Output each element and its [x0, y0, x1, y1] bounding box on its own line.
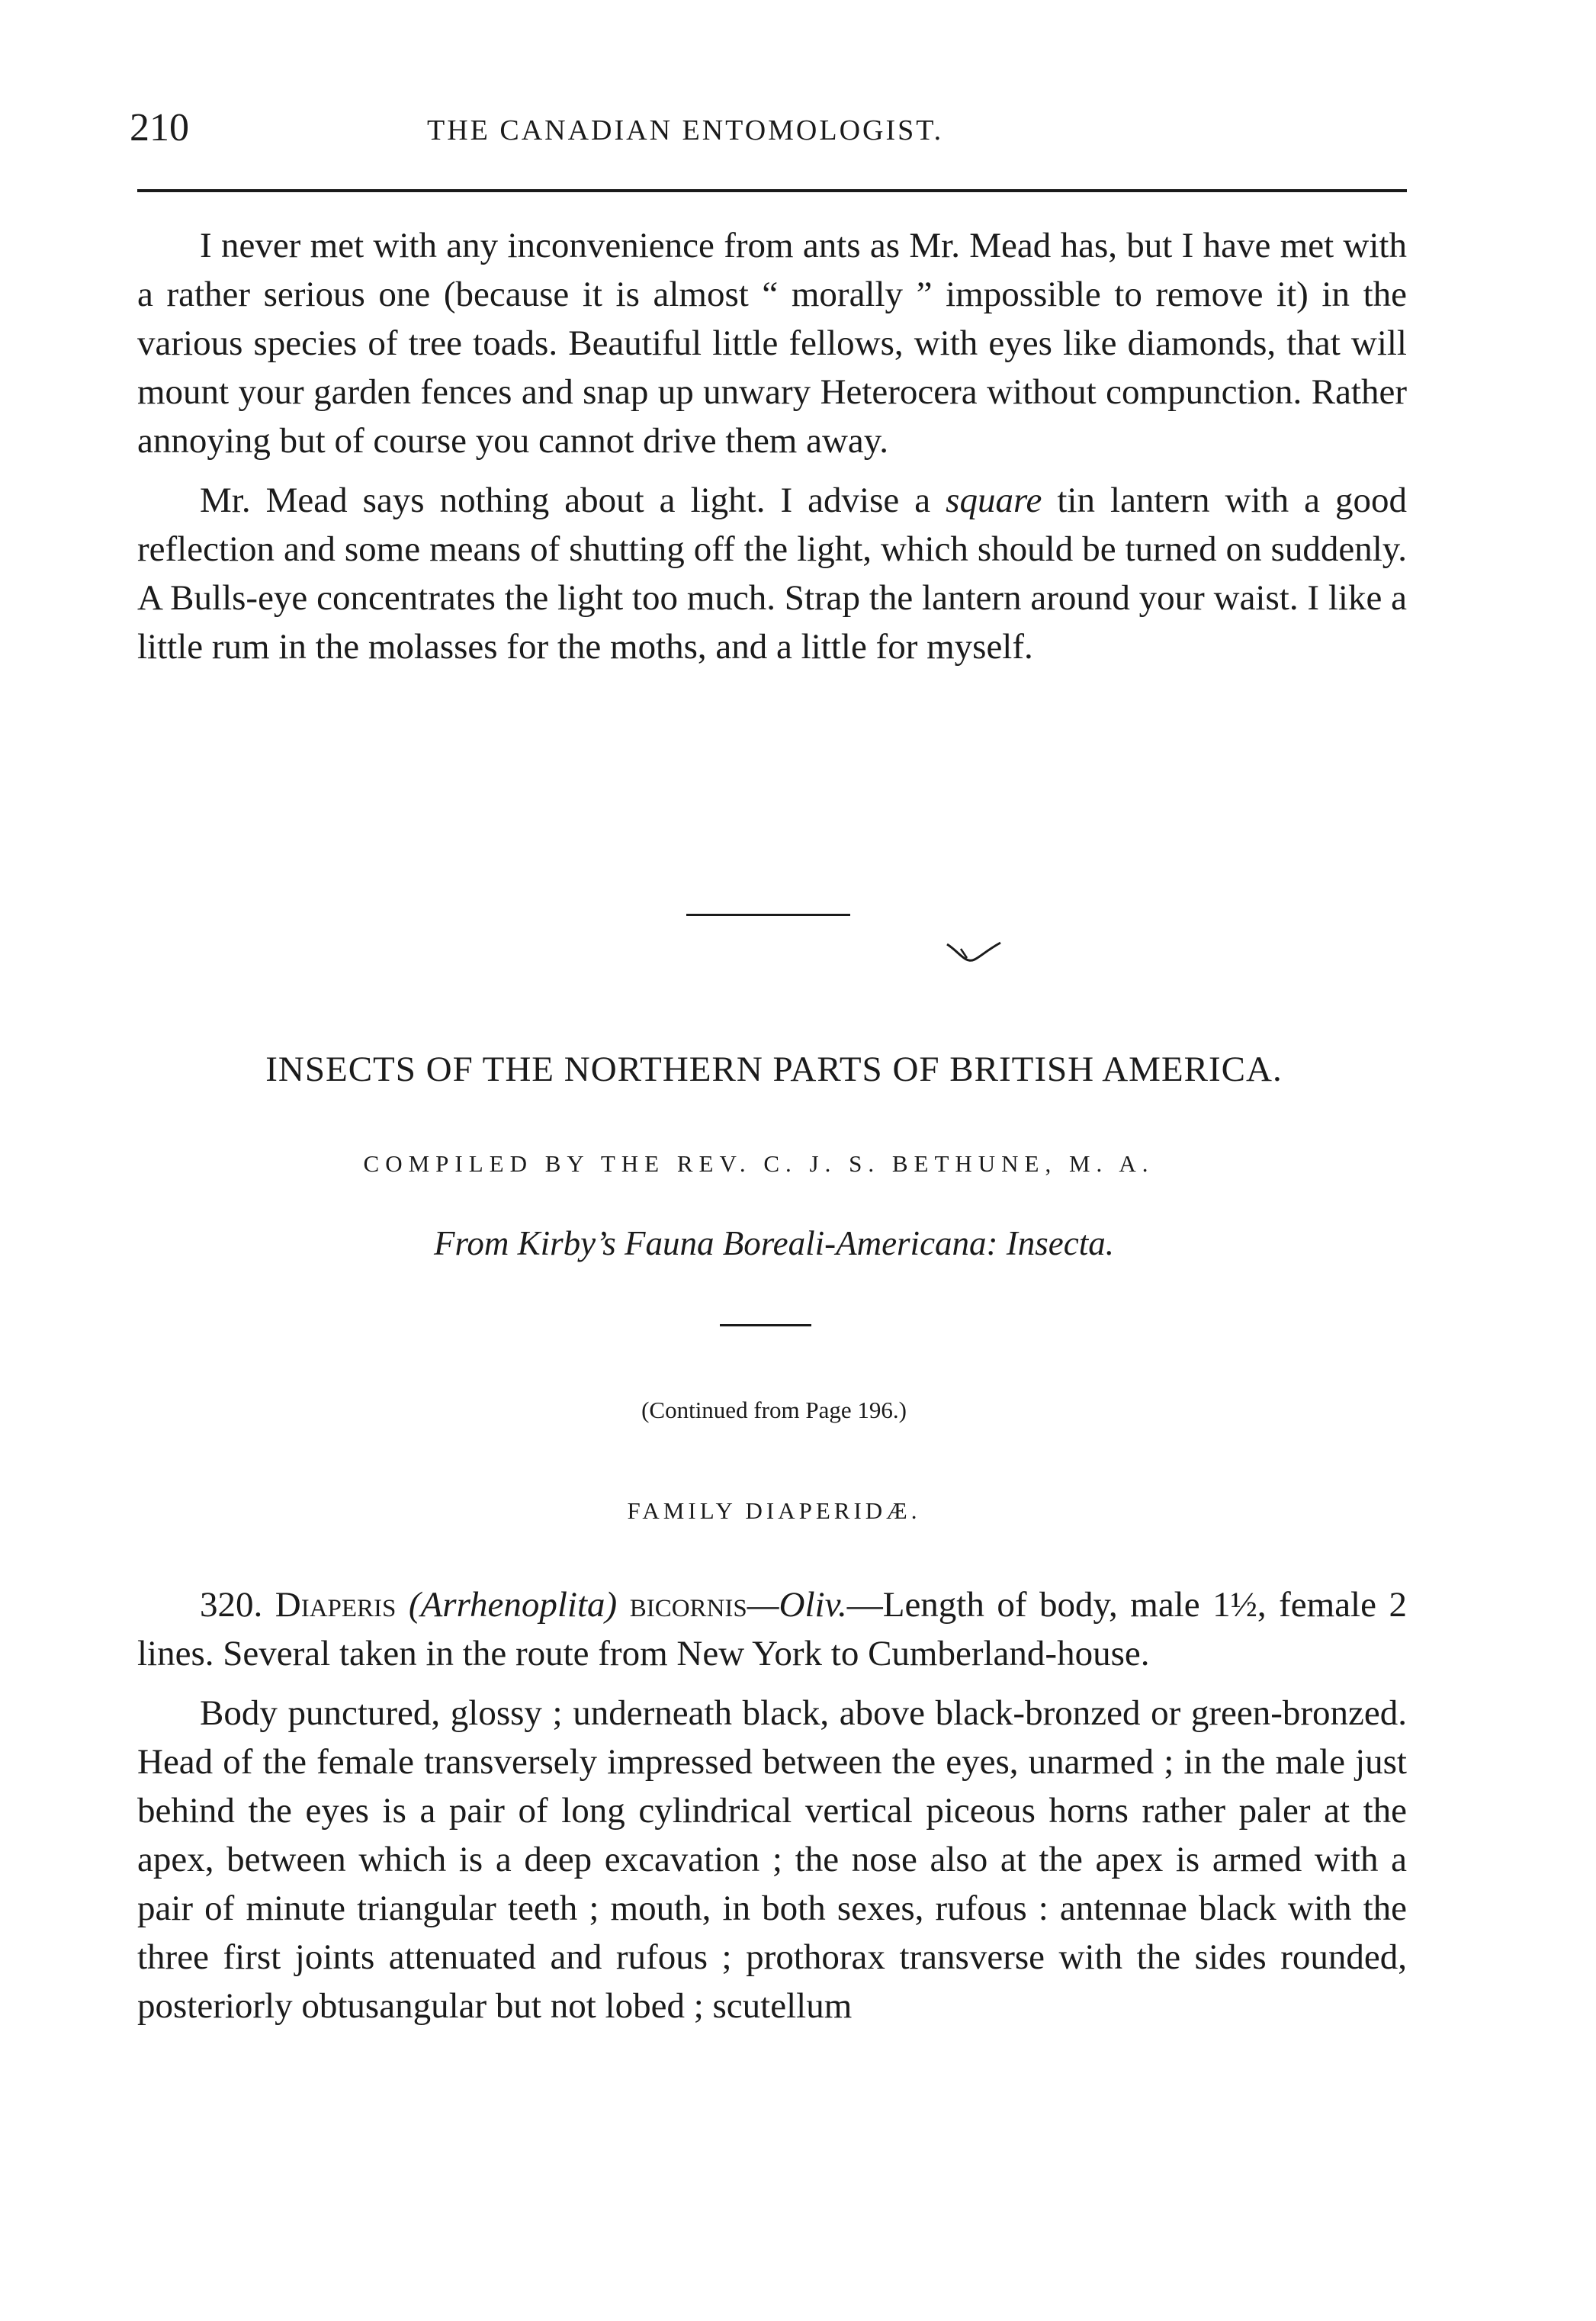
genus-name: Diaperis [275, 1585, 397, 1625]
continued-note: (Continued from Page 196.) [641, 1397, 907, 1423]
header-rule [137, 189, 1407, 192]
running-header [130, 105, 1403, 159]
species-entry [137, 1580, 1407, 2030]
title-divider [720, 1324, 811, 1326]
page-number: 210 [130, 106, 189, 149]
entry-320 [137, 1580, 1407, 1678]
entry-description: —Length of body, male 1½, female 2 lines. Several taken in the route from New York to Cumberland-house. [137, 1585, 1407, 1673]
article-title: INSECTS OF THE NORTHERN PARTS OF BRITISH AMERICA. [265, 1050, 1283, 1089]
flourish-icon [944, 938, 1004, 972]
emphasis-square: square [946, 481, 1042, 520]
article-continuation [137, 221, 1407, 671]
source-line: From Kirby’s Fauna Boreali-Americana: Insecta. [434, 1224, 1114, 1262]
journal-title: THE CANADIAN ENTOMOLOGIST. [427, 114, 944, 146]
subgenus-name: (Arrhenoplita) [408, 1585, 618, 1625]
section-divider [686, 914, 850, 916]
paragraph-tree-toads: I never met with any inconvenience from ants as Mr. Mead has, but I have met with a rather serious one (because it is almost “ morally ” impossible to remove it) in the various species of tree toads. Beautiful little fellows, with eyes like diamonds, that will mount your garden fences and snap up unwary Heterocera without compunction. Rather annoying but of course you cannot drive them away. [137, 226, 1407, 461]
body-description: Body punctured, glossy ; underneath black, above black-bronzed or green-bronzed. Head of the female transversely impressed between the eyes, unarmed ; in the male just behind the eyes is a pair of long cylindrical vertical piceous horns rather paler at the apex, between which is a deep excavation ; the nose also at the apex is armed with a pair of minute triangular teeth ; mouth, in both sexes, rufous : antennae black with the three first joints attenuated and rufous ; prothorax transverse with the sides rounded, posteriorly obtusangular but not lobed ; scutellum [137, 1693, 1407, 2026]
entry-number: 320. [200, 1585, 263, 1625]
family-heading: FAMILY DIAPERIDÆ. [627, 1497, 921, 1524]
paragraph-lantern [137, 476, 1407, 671]
species-name: bicornis [629, 1585, 747, 1625]
lantern-text-start: Mr. Mead says nothing about a light. I advise a [200, 481, 946, 520]
lantern-text-end: tin lantern with a good reflection and some means of shutting off the light, which should be turned on suddenly. A Bulls-eye concentrates the light too much. Strap the lantern around your waist. I like a little rum in the molasses for the moths, and a little for myself. [137, 481, 1407, 667]
compiled-by-line: COMPILED BY THE REV. C. J. S. BETHUNE, M. A. [363, 1150, 1154, 1177]
species-author: —Oliv. [747, 1585, 847, 1625]
